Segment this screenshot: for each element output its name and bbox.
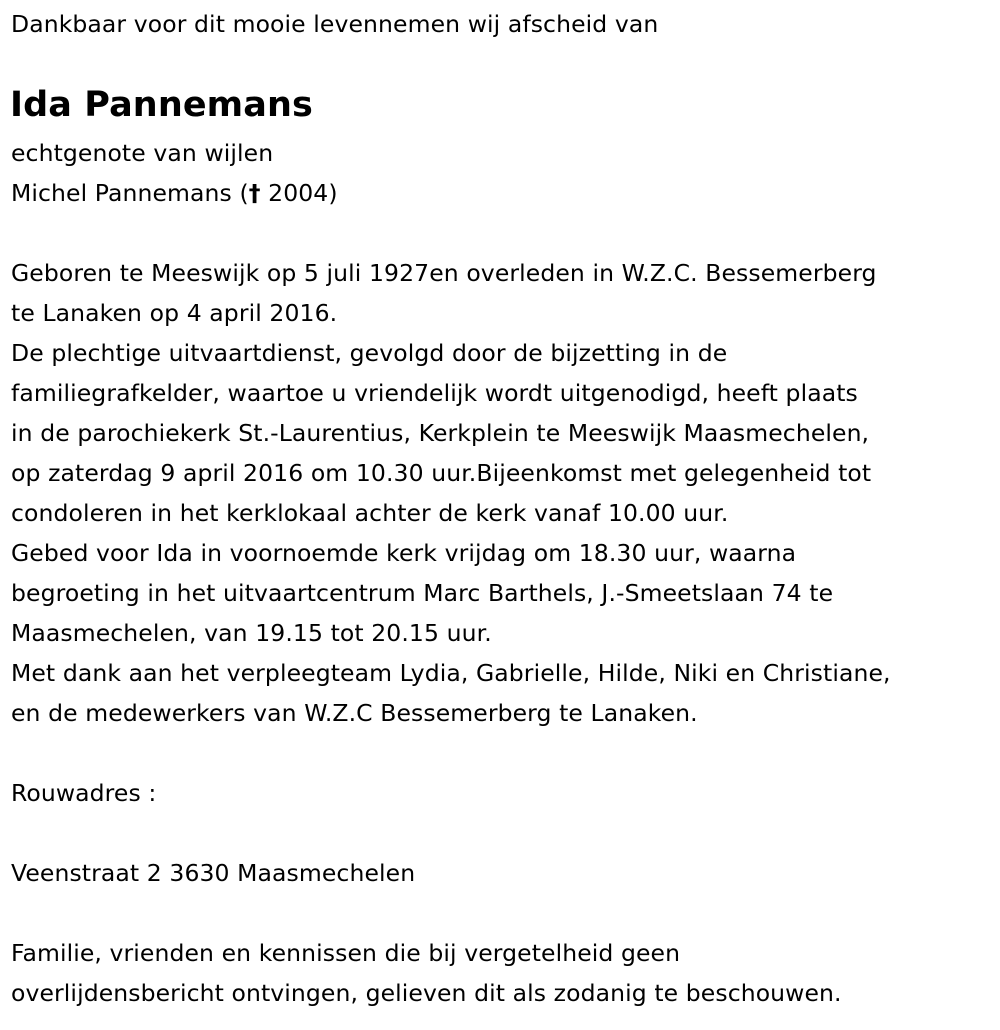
spouse-line <box>11 178 338 208</box>
cross-icon: † <box>248 179 261 207</box>
body-line: begroeting in het uitvaartcentrum Marc Barthels, J.-Smeetslaan 74 te <box>11 579 834 607</box>
body-line: De plechtige uitvaartdienst, gevolgd door de bijzetting in de <box>11 339 728 367</box>
spouse-death-year: 2004) <box>260 179 338 207</box>
body-line: in de parochiekerk St.-Laurentius, Kerkplein te Meeswijk Maasmechelen, <box>11 419 870 447</box>
closing-line: overlijdensbericht ontvingen, gelieven dit als zodanig te beschouwen. <box>11 979 842 1007</box>
body-line: condoleren in het kerklokaal achter de kerk vanaf 10.00 uur. <box>11 499 729 527</box>
body-line: op zaterdag 9 april 2016 om 10.30 uur.Bijeenkomst met gelegenheid tot <box>11 459 872 487</box>
body-line: Geboren te Meeswijk op 5 juli 1927en overleden in W.Z.C. Bessemerberg <box>11 259 877 287</box>
relation-text: echtgenote van wijlen <box>11 139 274 167</box>
body-line: familiegrafkelder, waartoe u vriendelijk wordt uitgenodigd, heeft plaats <box>11 379 858 407</box>
closing-line: Familie, vrienden en kennissen die bij vergetelheid geen <box>11 939 681 967</box>
address-label: Rouwadres : <box>11 779 157 807</box>
body-line: en de medewerkers van W.Z.C Bessemerberg te Lanaken. <box>11 699 698 727</box>
body-line: Met dank aan het verpleegteam Lydia, Gabrielle, Hilde, Niki en Christiane, <box>11 659 891 687</box>
mourning-address: Veenstraat 2 3630 Maasmechelen <box>11 859 416 887</box>
intro-text: Dankbaar voor dit mooie levennemen wij afscheid van <box>11 10 659 38</box>
body-line: te Lanaken op 4 april 2016. <box>11 299 338 327</box>
body-line: Maasmechelen, van 19.15 tot 20.15 uur. <box>11 619 492 647</box>
body-line: Gebed voor Ida in voornoemde kerk vrijdag om 18.30 uur, waarna <box>11 539 797 567</box>
spouse-name: Michel Pannemans ( <box>11 179 249 207</box>
deceased-name: Ida Pannemans <box>10 85 313 125</box>
